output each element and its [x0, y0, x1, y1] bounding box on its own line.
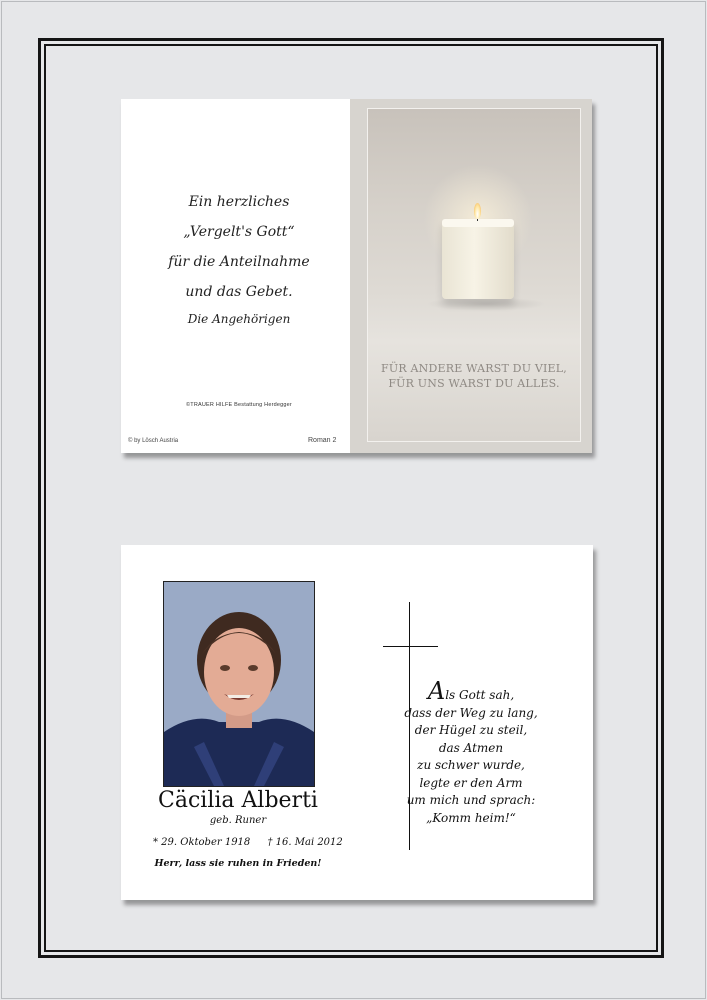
verse-line: FÜR ANDERE WARST DU VIEL, — [381, 362, 567, 375]
poem-line-first — [371, 677, 571, 705]
verse-line: FÜR UNS WARST DU ALLES. — [388, 377, 560, 390]
candle-shadow — [426, 297, 546, 311]
candle-image — [367, 108, 581, 442]
poem-line: um mich und sprach: — [406, 793, 536, 807]
candle-body — [442, 219, 514, 299]
thanks-line: „Vergelt's Gott“ — [183, 224, 295, 240]
thank-you-card — [121, 99, 592, 453]
memorial-card — [121, 545, 593, 900]
candle-panel — [350, 99, 592, 453]
poem-initial: A — [427, 677, 446, 705]
flame-icon — [474, 203, 481, 219]
thanks-text — [121, 187, 357, 307]
thanks-line: und das Gebet. — [185, 284, 293, 300]
candle-verse — [368, 361, 580, 391]
death-date: † 16. Mai 2012 — [267, 837, 343, 848]
poem-line: der Hügel zu steil, — [414, 723, 528, 737]
poem — [371, 677, 571, 827]
poem-first-rest: ls Gott sah, — [445, 688, 515, 702]
poem-line: legte er den Arm — [419, 775, 523, 790]
poem-line: dass der Weg zu lang, — [404, 705, 538, 720]
life-dates — [153, 837, 357, 848]
cross-icon-bar — [383, 646, 438, 647]
birth-date: * 29. Oktober 1918 — [153, 837, 251, 848]
thanks-line: Ein herzliches — [188, 194, 290, 210]
card-model: Roman 2 — [308, 437, 337, 444]
poem-line: zu schwer wurde, — [417, 758, 525, 772]
candle-top — [442, 219, 514, 227]
poem-line: das Atmen — [438, 740, 504, 755]
thanks-line: für die Anteilnahme — [168, 254, 310, 270]
portrait-photo — [163, 581, 315, 787]
deceased-name: Cäcilia Alberti — [158, 788, 318, 813]
poem-line: „Komm heim!“ — [426, 810, 516, 825]
funeral-home-credit: ©TRAUER HILFE Bestattung Herdegger — [186, 402, 292, 408]
copyright-note: © by Lösch Austria — [128, 438, 179, 444]
born-name: geb. Runer — [209, 815, 267, 826]
blessing-text: Herr, lass sie ruhen in Frieden! — [154, 858, 322, 869]
portrait-illustration — [164, 582, 314, 786]
thanks-signature: Die Angehörigen — [187, 312, 291, 326]
